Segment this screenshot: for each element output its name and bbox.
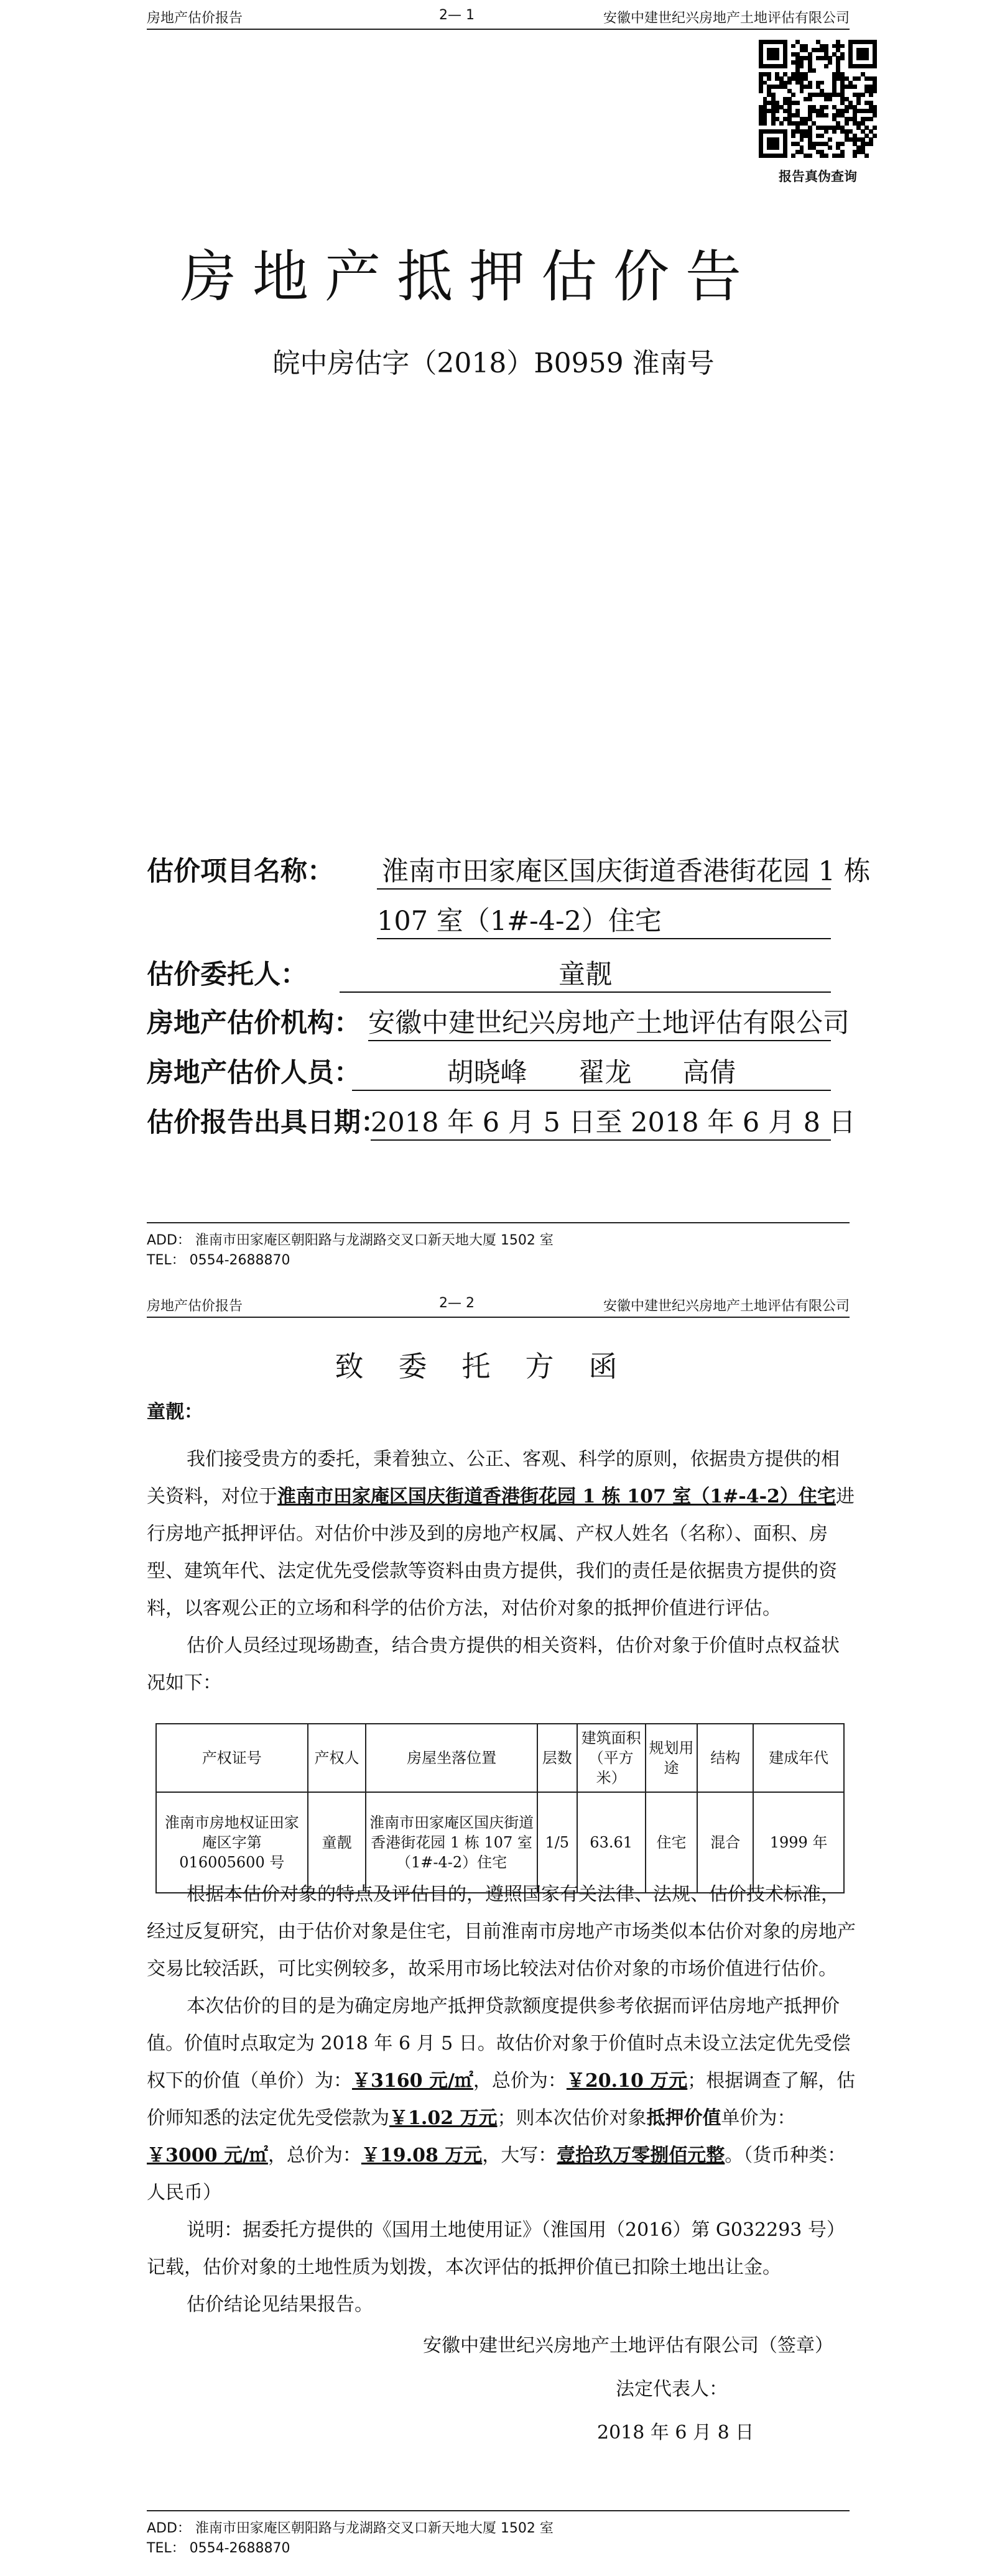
col-location: 房屋坐落位置 bbox=[366, 1724, 537, 1792]
qr-module bbox=[832, 129, 836, 134]
field-label: 房地产估价机构： bbox=[147, 1008, 361, 1039]
col-use: 规划用途 bbox=[646, 1724, 698, 1792]
total-price-final: ￥19.08 万元 bbox=[361, 2145, 483, 2166]
qr-module bbox=[828, 137, 832, 142]
footer-tel: TEL： 0554-2688870 bbox=[147, 2541, 290, 2556]
field-value: 淮南市田家庵区国庆街道香港街花园 1 栋 bbox=[377, 850, 831, 890]
paragraph-intro bbox=[147, 1441, 856, 1627]
qr-module bbox=[845, 121, 849, 126]
field-project-name bbox=[147, 850, 871, 888]
qr-module bbox=[845, 109, 849, 113]
signature-date: 2018 年 6 月 8 日 bbox=[597, 2422, 754, 2444]
qr-module bbox=[873, 134, 877, 138]
priority-claim: ￥1.02 万元 bbox=[389, 2107, 498, 2129]
text: ，总价为： bbox=[267, 2145, 361, 2166]
field-value: 童靓 bbox=[340, 954, 831, 993]
col-cert-no: 产权证号 bbox=[156, 1724, 308, 1792]
qr-module bbox=[828, 97, 832, 101]
text: ，总价为： bbox=[473, 2070, 567, 2092]
qr-module bbox=[800, 137, 804, 142]
cell-floors: 1/5 bbox=[537, 1792, 577, 1893]
qr-module bbox=[795, 101, 800, 105]
field-agency bbox=[147, 1002, 850, 1040]
paragraph-method bbox=[147, 1876, 856, 1988]
qr-module bbox=[856, 101, 861, 105]
qr-module bbox=[800, 89, 804, 93]
qr-module bbox=[864, 56, 869, 60]
qr-module bbox=[812, 68, 816, 73]
qr-module bbox=[791, 134, 795, 138]
col-structure: 结构 bbox=[697, 1724, 753, 1792]
field-label: 估价报告出具日期： bbox=[147, 1107, 387, 1138]
total-price-words: 壹拾玖万零捌佰元整 bbox=[557, 2145, 725, 2166]
header-company: 安徽中建世纪兴房地产土地评估有限公司 bbox=[603, 1299, 850, 1314]
footer-tel: TEL： 0554-2688870 bbox=[147, 1253, 290, 1268]
text: 估价结论见结果报告。 bbox=[187, 2294, 373, 2316]
header-page-number: 2— 2 bbox=[439, 1295, 475, 1311]
page-header bbox=[147, 1288, 850, 1318]
cell-structure: 混合 bbox=[697, 1792, 753, 1893]
text: ；则本次估价对象 bbox=[497, 2107, 647, 2129]
col-year: 建成年代 bbox=[753, 1724, 844, 1792]
field-value: 2018 年 6 月 5 日至 2018 年 6 月 8 日 bbox=[371, 1102, 831, 1141]
qr-module bbox=[856, 76, 861, 81]
qr-module bbox=[808, 154, 812, 158]
qr-module bbox=[787, 81, 792, 85]
qr-module bbox=[853, 85, 857, 89]
salutation: 童靓： bbox=[147, 1401, 203, 1423]
footer-address: ADD： 淮南市田家庵区朝阳路与龙湖路交叉口新天地大厦 1502 室 bbox=[147, 2521, 554, 2536]
mortgage-value-label: 抵押价值 bbox=[646, 2107, 721, 2129]
qr-module bbox=[840, 142, 845, 146]
header-left: 房地产估价报告 bbox=[147, 11, 243, 26]
field-label: 房地产估价人员： bbox=[147, 1057, 361, 1088]
text: ，大写： bbox=[482, 2145, 557, 2166]
text: ；根据调查了解，估价师知悉的法定优先受偿款为 bbox=[147, 2070, 856, 2129]
table-header-row bbox=[156, 1724, 844, 1792]
qr-module bbox=[824, 105, 828, 109]
unit-price-pre: ￥3160 元/㎡ bbox=[352, 2070, 473, 2092]
qr-module bbox=[767, 76, 771, 81]
footer-rule bbox=[147, 1222, 850, 1223]
qr-module bbox=[775, 109, 779, 113]
qr-module bbox=[775, 56, 779, 60]
field-appraisers bbox=[147, 1052, 736, 1090]
qr-module bbox=[828, 60, 832, 65]
col-area: 建筑面积（平方米） bbox=[577, 1724, 646, 1792]
property-info-table bbox=[155, 1723, 845, 1893]
page-header bbox=[147, 0, 850, 30]
cell-location: 淮南市田家庵区国庆街道香港街花园 1 栋 107 室（1#-4-2）住宅 bbox=[366, 1792, 537, 1893]
cell-owner: 童靓 bbox=[308, 1792, 366, 1893]
qr-module bbox=[791, 93, 795, 97]
field-value: 胡晓峰 翟龙 高倩 bbox=[352, 1052, 831, 1091]
paragraph-valuation bbox=[147, 1988, 856, 2212]
qr-module bbox=[808, 97, 812, 101]
qr-caption: 报告真伪查询 bbox=[779, 169, 857, 184]
letter-page bbox=[0, 1288, 987, 2576]
col-floors: 层数 bbox=[537, 1724, 577, 1792]
text: 根据本估价对象的特点及评估目的，遵照国家有关法律、法规、估价技术标准，经过反复研究，由于估价对象是住宅，目前淮南市房地产市场类似本估价对象的房地产交易比较活跃，可比实例较多，故采用市场比较法对估价对象的市场价值进行估价。 bbox=[147, 1884, 856, 1980]
cell-cert-no: 淮南市房地权证田家庵区字第 016005600 号 bbox=[156, 1792, 308, 1893]
qr-module bbox=[820, 134, 824, 138]
cell-area: 63.61 bbox=[577, 1792, 646, 1893]
qr-module bbox=[771, 121, 776, 126]
qr-module bbox=[828, 145, 832, 150]
total-price-pre: ￥20.10 万元 bbox=[566, 2070, 688, 2092]
qr-module bbox=[861, 93, 865, 97]
report-title: 房地产抵押估价告 bbox=[180, 244, 758, 310]
qr-module bbox=[873, 126, 877, 130]
qr-module bbox=[808, 85, 812, 89]
qr-module bbox=[791, 44, 795, 48]
qr-module bbox=[869, 93, 873, 97]
qr-module bbox=[840, 56, 845, 60]
qr-module bbox=[840, 44, 845, 48]
qr-module bbox=[873, 113, 877, 117]
document-number: 皖中房估字（2018）B0959 淮南号 bbox=[272, 347, 715, 379]
signature-representative: 法定代表人： bbox=[616, 2378, 728, 2400]
paragraph-status bbox=[147, 1627, 856, 1702]
qr-module bbox=[824, 113, 828, 117]
field-report-date bbox=[147, 1102, 856, 1139]
qr-module bbox=[791, 154, 795, 158]
qr-module bbox=[779, 121, 784, 126]
text: 说明：据委托方提供的《国用土地使用证》（淮国用（2016）第 G032293 号）记载，估价对象的土地性质为划拨，本次评估的抵押价值已扣除土地出让金。 bbox=[147, 2219, 845, 2278]
qr-module bbox=[759, 89, 763, 93]
paragraph-note bbox=[147, 2212, 856, 2286]
text: 估价人员经过现场勘查，结合贵方提供的相关资料，估价对象于价值时点权益状况如下： bbox=[147, 1635, 840, 1694]
text: 本次估价的目的是为确定房地产抵押贷款额度提供参考依据而评估房地产抵押价值。价值时点取定为 2018 年 6 月 5 日。故估价对象于价值时点未设立法定优先受偿权下的价值（单价）为： bbox=[147, 1995, 851, 2092]
field-label: 估价委托人： bbox=[147, 959, 307, 990]
qr-module bbox=[824, 64, 828, 68]
qr-module bbox=[800, 64, 804, 68]
qr-module bbox=[783, 154, 787, 158]
field-value-line2: 107 室（1#-4-2）住宅 bbox=[377, 900, 831, 939]
qr-code[interactable] bbox=[759, 40, 877, 158]
letter-title: 致委托方函 bbox=[335, 1350, 652, 1383]
text: 进行房地产抵押评估。对估价中涉及到的房地产权属、产权人姓名（名称）、面积、房型、建筑年代、法定优先受偿款等资料由贵方提供，我们的责任是依据贵方提供的资料，以客观公正的立场和科学的估价方法，对估价对象的抵押价值进行评估。 bbox=[147, 1486, 855, 1619]
cell-use: 住宅 bbox=[646, 1792, 698, 1893]
footer-rule bbox=[147, 2510, 850, 2511]
qr-module bbox=[840, 154, 845, 158]
qr-module bbox=[873, 64, 877, 68]
field-label: 估价项目名称： bbox=[147, 856, 334, 887]
qr-module bbox=[853, 154, 857, 158]
qr-module bbox=[783, 64, 787, 68]
qr-module bbox=[869, 117, 873, 121]
text: 单价为： bbox=[721, 2107, 796, 2129]
footer-address: ADD： 淮南市田家庵区朝阳路与龙湖路交叉口新天地大厦 1502 室 bbox=[147, 1233, 554, 1248]
qr-module bbox=[864, 154, 869, 158]
text: 我们接受贵方的委托，秉着独立、公正、客观、科学的原则，依据贵方提供的相关资料，对位于 bbox=[147, 1448, 840, 1507]
field-value: 安徽中建世纪兴房地产土地评估有限公司 bbox=[368, 1002, 831, 1041]
field-client bbox=[147, 954, 612, 991]
col-owner: 产权人 bbox=[308, 1724, 366, 1792]
qr-module bbox=[763, 121, 767, 126]
qr-module bbox=[775, 145, 779, 150]
qr-module bbox=[824, 129, 828, 134]
text: 。（货币种类：人民币） bbox=[147, 2145, 846, 2204]
header-left: 房地产估价报告 bbox=[147, 1299, 243, 1314]
qr-module bbox=[824, 154, 828, 158]
qr-module bbox=[873, 89, 877, 93]
signature-company: 安徽中建世纪兴房地产土地评估有限公司（签章） bbox=[423, 2335, 833, 2357]
header-company: 安徽中建世纪兴房地产土地评估有限公司 bbox=[603, 11, 850, 26]
header-page-number: 2— 1 bbox=[439, 7, 475, 23]
cell-year: 1999 年 bbox=[753, 1792, 844, 1893]
property-address-highlight: 淮南市田家庵区国庆街道香港街花园 1 栋 107 室（1#-4-2）住宅 bbox=[277, 1486, 836, 1507]
unit-price-final: ￥3000 元/㎡ bbox=[147, 2145, 268, 2166]
paragraph-conclusion bbox=[147, 2286, 856, 2324]
qr-module bbox=[869, 142, 873, 146]
qr-module bbox=[820, 81, 824, 85]
